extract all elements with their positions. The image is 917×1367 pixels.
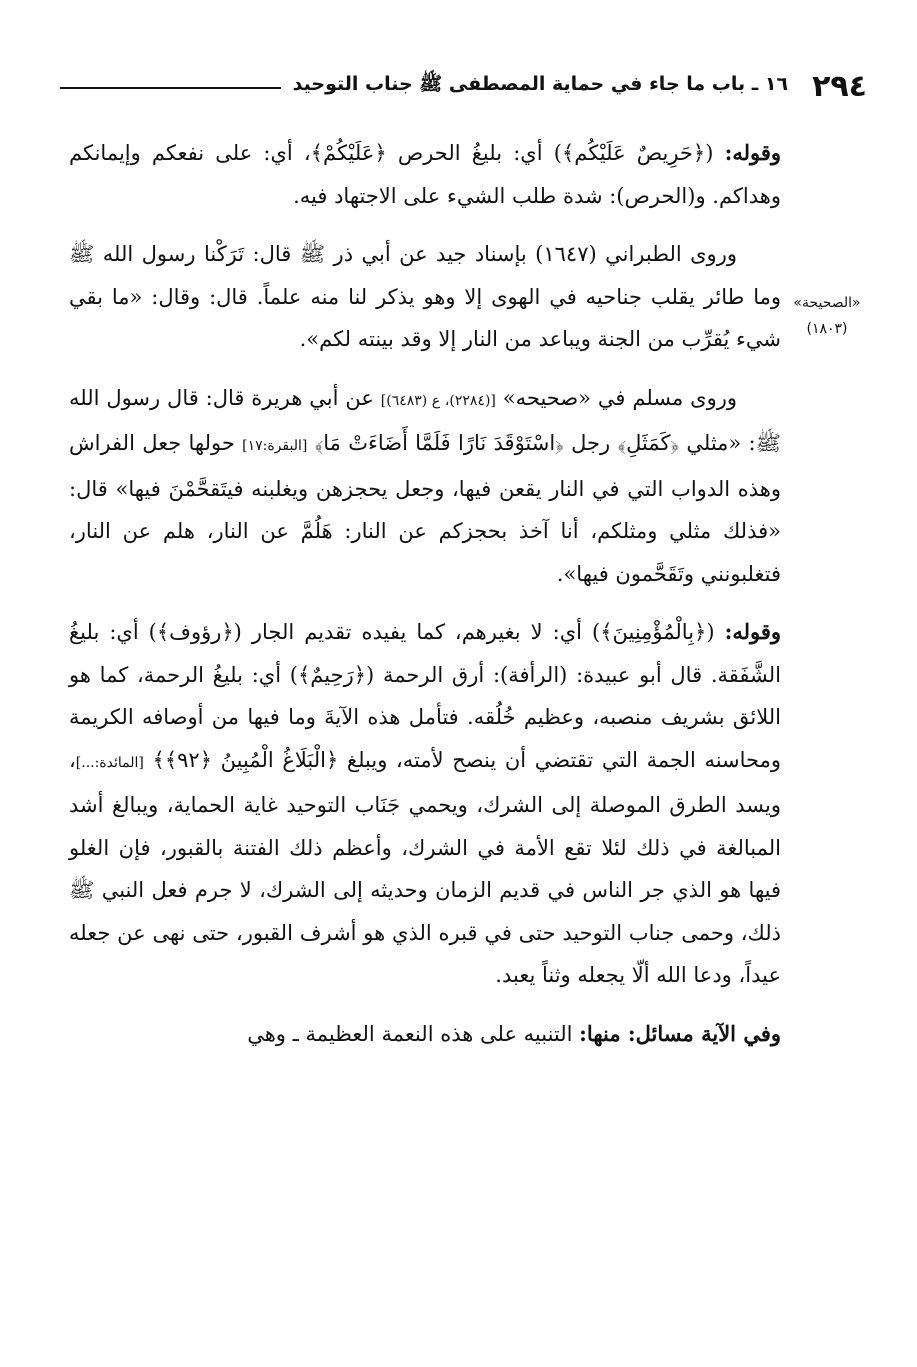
paragraph-text: عن أبي هريرة قال: قال رسول الله ﷺ: «مثلي ﴿كَمَثَلِ﴾ رجل ﴿اسْتَوْقَدَ نَارًا فَلَمَّا أَضَاءَتْ مَا﴾ <box>69 385 781 455</box>
paragraph-text: ، ويسد الطرق الموصلة إلى الشرك، ويحمي جَنَاب التوحيد غاية الحماية، ويبالغ أشد المبالغة في ذلك لئلا تقع الأمة في الشرك، وأعظم ذلك الفتنة بالقبور، فإن الغلو فيها هو الذي جر الناس في قديم الزمان وحديثه إلى الشرك، لا جرم فعل النبي ﷺ ذلك، وحمى جناب التوحيد حتى في قبره الذي هو أشرف القبور، حتى نهى عن جعله عيداً، ودعا الله ألّا يجعله وثناً يعبد. <box>69 747 781 987</box>
paragraph-lead: وقوله: <box>724 619 781 644</box>
paragraph-text: حولها جعل الفراش وهذه الدواب التي في النار يقعن فيها، وجعل يحجزهن ويغلبنه فيتَقحَّمْنَ فيها» قال: «فذلك مثلي ومثلكم، أنا آخذ بحجزكم عن النار: هَلُمَّ عن النار، هلم عن النار، فتغلبونني وتَقَحَّمون فيها». <box>69 431 781 586</box>
paragraph-text: التنبيه على هذه النعمة العظيمة ـ وهي <box>247 1021 580 1046</box>
margin-reference <box>787 290 867 342</box>
citation: [البقرة:١٧] <box>242 438 308 454</box>
citation: [(٢٢٨٤)، ع (٦٤٨٣)] <box>380 392 496 409</box>
paragraph-text: (﴿بِالْمُؤْمِنِينَ﴾) أي: لا بغيرهم، كما يفيده تقديم الجار (﴿رؤوف﴾) أي: بليغُ الشَّفَقة. قال أبو عبيدة: (الرأفة): أرق الرحمة (﴿رَحِيمٌ﴾) أي: بليغُ الرحمة، كما هو اللائق بشريف منصبه، وعظيم خُلُقه. فتأمل هذه الآيةَ وما فيها من أوصافه الكريمة ومحاسنه الجمة التي تقتضي أن ينصح لأمته، ويبلغ ﴿الْبَلَاغُ الْمُبِينُ ﴿٩٢﴾﴾ <box>69 620 781 772</box>
body-text <box>69 132 781 1055</box>
paragraph-4 <box>69 611 781 997</box>
page-number: ٢٩٤ <box>812 68 867 104</box>
paragraph-2 <box>69 233 781 361</box>
margin-reference-source: «الصحيحة» <box>793 295 861 311</box>
paragraph-5 <box>69 1013 781 1056</box>
paragraph-lead: وقوله: <box>724 140 781 165</box>
header-rule <box>60 87 281 89</box>
margin-reference-number: (١٨٠٣) <box>806 321 848 337</box>
paragraph-lead: وفي الآية مسائل: منها: <box>579 1020 781 1046</box>
paragraph-1 <box>69 132 781 217</box>
paragraph-text: وروى الطبراني (١٦٤٧) بإسناد جيد عن أبي ذر ﷺ قال: تَرَكْنا رسول الله ﷺ وما طائر يقلب جناحيه في الهوى إلا وهو يذكر لنا منه علماً. قال: وقال: «ما بقي شيء يُقرِّب من الجنة ويباعد من النار إلا وقد بينته لكم». <box>69 242 781 351</box>
paragraph-text: وروى مسلم في «صحيحه» <box>495 385 737 410</box>
running-title: ١٦ ـ باب ما جاء في حماية المصطفى ﷺ جناب التوحيد <box>292 73 789 95</box>
paragraph-text: (﴿حَرِيصٌ عَلَيْكُم﴾) أي: بليغُ الحرص ﴿عَلَيْكُمْ﴾، أي: على نفعكم وإيمانكم وهداكم. و(الحرص): شدة طلب الشيء على الاجتهاد فيه. <box>69 141 781 208</box>
paragraph-3 <box>69 377 781 596</box>
page-header <box>60 66 867 106</box>
citation: [المائدة:...] <box>75 754 144 771</box>
